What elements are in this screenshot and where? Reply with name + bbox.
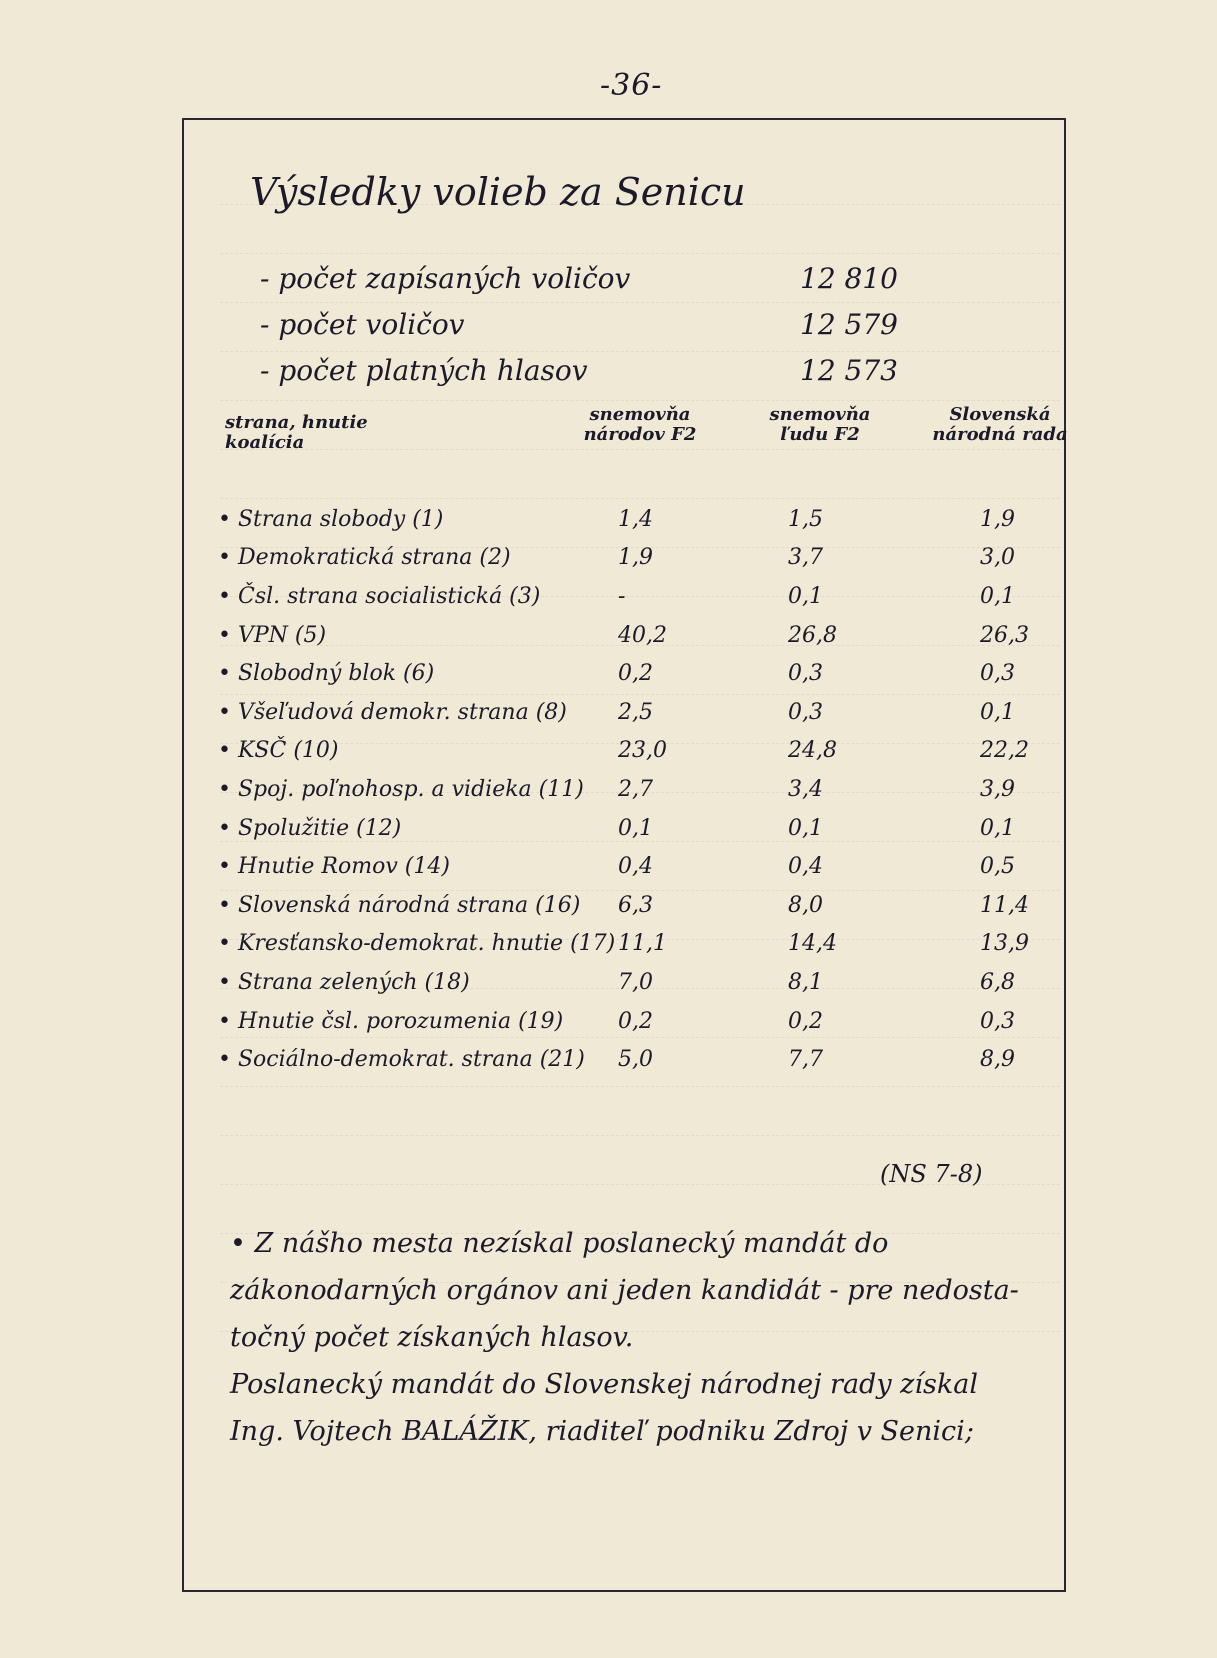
value-slovak-national-council: 0,5 — [980, 854, 1015, 880]
value-house-of-people: 26,8 — [788, 622, 837, 648]
value-house-of-people: 3,7 — [788, 545, 823, 571]
header-slovak-national-council: Slovenská národná rada — [932, 404, 1068, 445]
table-row — [218, 886, 1058, 925]
value-house-of-nations: 11,1 — [618, 931, 667, 957]
value-house-of-people: 8,1 — [788, 969, 823, 995]
value-house-of-people: 1,5 — [788, 506, 823, 532]
paragraph-line: točný počet získaných hlasov. — [230, 1322, 634, 1353]
value-house-of-nations: 0,1 — [618, 815, 653, 841]
value-house-of-people: 0,2 — [788, 1008, 823, 1034]
value-house-of-people: 0,1 — [788, 815, 823, 841]
header-party: strana, hnutie koalícia — [225, 412, 368, 453]
value-slovak-national-council: 13,9 — [980, 931, 1029, 957]
page-number: -36- — [600, 68, 663, 103]
source-note: (NS 7-8) — [880, 1160, 983, 1188]
value-house-of-nations: 0,2 — [618, 1008, 653, 1034]
value-house-of-people: 8,0 — [788, 892, 823, 918]
value-house-of-people: 0,4 — [788, 854, 823, 880]
party-name: • Slovenská národná strana (16) — [218, 893, 618, 918]
table-row — [218, 732, 1058, 771]
party-name: • Čsl. strana socialistická (3) — [218, 584, 618, 609]
table-row — [218, 693, 1058, 732]
party-name: • Hnutie Romov (14) — [218, 854, 618, 879]
value-slovak-national-council: 3,0 — [980, 545, 1015, 571]
summary-label: - počet zapísaných voličov — [260, 262, 630, 295]
value-slovak-national-council: 8,9 — [980, 1047, 1015, 1073]
value-slovak-national-council: 26,3 — [980, 622, 1029, 648]
party-name: • VPN (5) — [218, 623, 618, 648]
value-house-of-nations: 23,0 — [618, 738, 667, 764]
value-house-of-nations: 2,5 — [618, 699, 653, 725]
summary-value: 12 579 — [800, 307, 898, 341]
value-slovak-national-council: 1,9 — [980, 506, 1015, 532]
value-house-of-people: 24,8 — [788, 738, 837, 764]
value-slovak-national-council: 6,8 — [980, 969, 1015, 995]
table-row — [218, 654, 1058, 693]
party-name: • Spoj. poľnohosp. a vidieka (11) — [218, 777, 618, 802]
party-name: • Spolužitie (12) — [218, 816, 618, 841]
value-house-of-nations: 5,0 — [618, 1047, 653, 1073]
party-name: • Hnutie čsl. porozumenia (19) — [218, 1009, 618, 1034]
value-house-of-nations: 1,4 — [618, 506, 653, 532]
value-slovak-national-council: 0,1 — [980, 583, 1015, 609]
value-slovak-national-council: 0,1 — [980, 699, 1015, 725]
party-name: • Strana zelených (18) — [218, 970, 618, 995]
value-slovak-national-council: 3,9 — [980, 776, 1015, 802]
value-house-of-nations: 40,2 — [618, 622, 667, 648]
value-house-of-nations: 1,9 — [618, 545, 653, 571]
paragraph-line: Poslanecký mandát do Slovenskej národnej rady získal — [230, 1369, 978, 1400]
table-row — [218, 809, 1058, 848]
paragraph-line: • Z nášho mesta nezískal poslanecký mandát do — [230, 1220, 1040, 1267]
summary-value: 12 573 — [800, 353, 898, 387]
table-row — [218, 1040, 1058, 1079]
results-table-header — [225, 405, 1085, 475]
header-house-of-nations: snemovňa národov F2 — [583, 404, 697, 445]
header-house-of-people: snemovňa ľudu F2 — [769, 404, 871, 445]
summary-row-valid-votes — [260, 347, 910, 393]
table-row — [218, 1002, 1058, 1041]
closing-paragraph — [230, 1220, 1040, 1455]
summary-value: 12 810 — [800, 261, 898, 295]
summary-label: - počet platných hlasov — [260, 354, 588, 387]
value-house-of-people: 0,3 — [788, 699, 823, 725]
table-row — [218, 500, 1058, 539]
summary-label: - počet voličov — [260, 308, 465, 341]
voter-summary — [260, 255, 910, 393]
party-name: • Demokratická strana (2) — [218, 545, 618, 570]
value-slovak-national-council: 0,3 — [980, 661, 1015, 687]
table-row — [218, 577, 1058, 616]
table-row — [218, 616, 1058, 655]
paragraph-line: zákonodarných orgánov ani jeden kandidát - pre nedosta- — [230, 1275, 1019, 1306]
party-name: • KSČ (10) — [218, 738, 618, 763]
party-name: • Strana slobody (1) — [218, 507, 618, 532]
table-row — [218, 963, 1058, 1002]
table-row — [218, 925, 1058, 964]
page-title: Výsledky volieb za Senicu — [250, 170, 746, 214]
value-house-of-nations: 0,2 — [618, 661, 653, 687]
party-name: • Kresťansko-demokrat. hnutie (17) — [218, 931, 618, 956]
value-house-of-people: 3,4 — [788, 776, 823, 802]
table-row — [218, 770, 1058, 809]
value-house-of-nations: 2,7 — [618, 776, 653, 802]
party-name: • Sociálno-demokrat. strana (21) — [218, 1047, 618, 1072]
paragraph-line: Ing. Vojtech BALÁŽIK, riaditeľ podniku Zdroj v Senici; — [230, 1416, 974, 1447]
value-house-of-nations: 0,4 — [618, 854, 653, 880]
value-house-of-people: 14,4 — [788, 931, 837, 957]
value-slovak-national-council: 0,3 — [980, 1008, 1015, 1034]
table-row — [218, 539, 1058, 578]
value-house-of-nations: 6,3 — [618, 892, 653, 918]
value-house-of-nations: 7,0 — [618, 969, 653, 995]
value-slovak-national-council: 0,1 — [980, 815, 1015, 841]
value-slovak-national-council: 11,4 — [980, 892, 1029, 918]
value-house-of-people: 0,1 — [788, 583, 823, 609]
table-row — [218, 847, 1058, 886]
value-house-of-people: 7,7 — [788, 1047, 823, 1073]
value-house-of-nations: - — [618, 583, 626, 609]
party-name: • Slobodný blok (6) — [218, 661, 618, 686]
value-slovak-national-council: 22,2 — [980, 738, 1029, 764]
party-name: • Všeľudová demokr. strana (8) — [218, 700, 618, 725]
value-house-of-people: 0,3 — [788, 661, 823, 687]
summary-row-voters — [260, 301, 910, 347]
summary-row-registered — [260, 255, 910, 301]
results-table — [218, 500, 1058, 1079]
